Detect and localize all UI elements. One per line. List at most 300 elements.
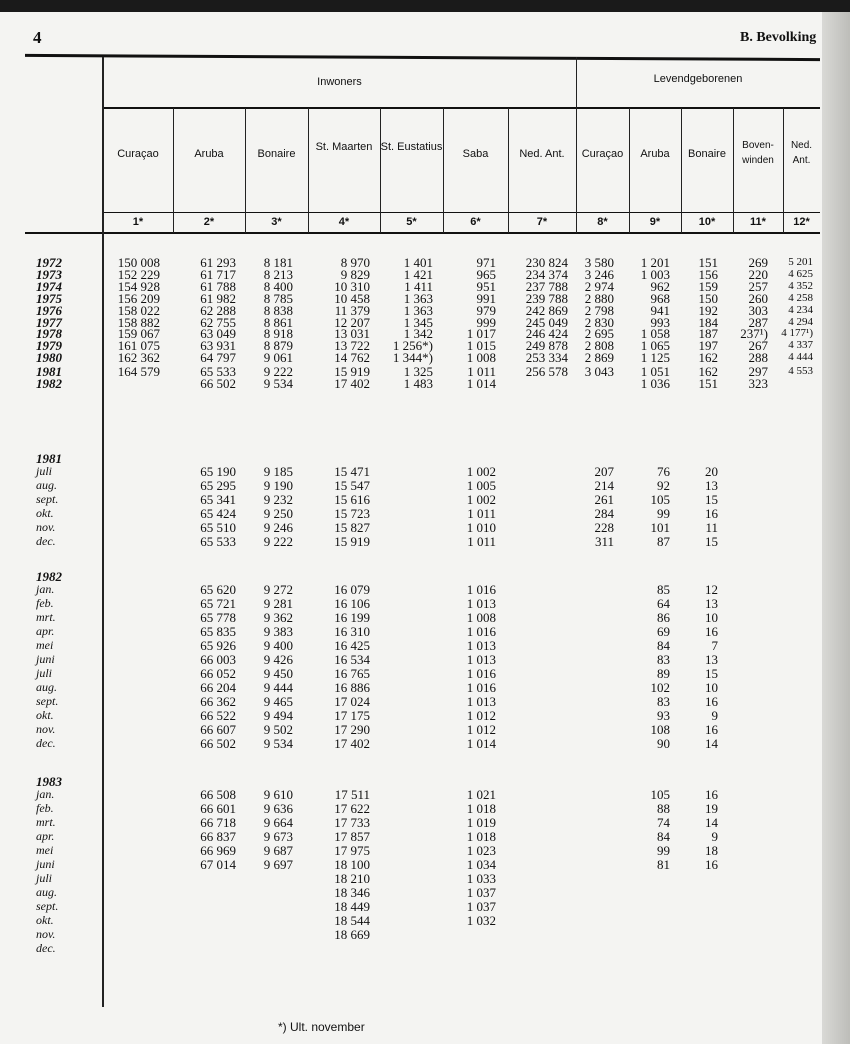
table-cell: 1 021 — [466, 787, 496, 802]
table-cell: 8 785 — [263, 290, 293, 306]
table-cell: 1 013 — [466, 694, 496, 709]
column-header: Bonaire — [257, 148, 296, 160]
table-cell: 1 032 — [466, 913, 496, 928]
table-cell: 65 295 — [200, 478, 236, 493]
column-header: Bonaire — [688, 148, 726, 160]
row-label-month: dec. — [36, 941, 56, 955]
table-cell: 1 065 — [640, 338, 670, 354]
column-header: St. Maarten — [315, 141, 373, 153]
row-label-month: okt. — [36, 708, 54, 722]
row-label-month: juli — [36, 464, 53, 478]
table-cell: 15 919 — [334, 534, 370, 549]
table-cell: 65 510 — [200, 520, 236, 535]
table-cell: 184 — [698, 314, 718, 330]
table-cell: 8 861 — [263, 314, 293, 330]
table-cell: 323 — [748, 376, 768, 391]
table-cell: 14 — [705, 736, 718, 751]
column-header: Aruba — [640, 148, 670, 160]
page-edge — [822, 0, 850, 1044]
table-cell: 62 755 — [200, 314, 236, 330]
table-cell: 1 037 — [466, 885, 496, 900]
table-cell: 164 579 — [117, 364, 160, 380]
table-cell: 1 013 — [466, 638, 496, 653]
column-header: Ned. Ant. — [790, 140, 813, 166]
table-cell: 13 — [705, 478, 718, 493]
row-label-month: juni — [36, 652, 55, 666]
table-cell: 64 797 — [200, 350, 236, 366]
table-cell: 66 003 — [200, 652, 236, 667]
table-cell: 13 031 — [334, 326, 370, 342]
row-label-month: aug. — [36, 885, 57, 899]
table-cell: 1 016 — [466, 624, 496, 639]
table-cell: 2 808 — [584, 338, 614, 354]
column-header: Boven-winden — [742, 140, 774, 166]
table-cell: 187 — [698, 326, 718, 342]
table-cell: 10 458 — [334, 290, 370, 306]
table-cell: 1 008 — [466, 350, 496, 366]
table-cell: 16 310 — [334, 624, 370, 639]
group-levendgeborenen: Levendgeborenen — [653, 73, 743, 85]
table-cell: 1 003 — [640, 266, 670, 282]
table-cell: 66 362 — [200, 694, 236, 709]
table-cell: 2 880 — [584, 290, 614, 306]
row-label-month: apr. — [36, 829, 55, 843]
table-cell: 1 011 — [467, 364, 496, 380]
table-cell: 1 411 — [404, 278, 433, 294]
row-label-year: 1982 — [36, 569, 62, 584]
table-cell: 9 232 — [263, 492, 293, 507]
table-cell: 66 601 — [200, 801, 236, 816]
table-cell: 951 — [476, 278, 496, 294]
table-cell: 154 928 — [117, 278, 160, 294]
table-cell: 13 — [705, 652, 718, 667]
table-cell: 941 — [650, 302, 670, 318]
table-cell: 17 857 — [334, 829, 370, 844]
row-label-month: feb. — [36, 801, 54, 815]
table-cell: 1 010 — [466, 520, 496, 535]
table-cell: 18 449 — [334, 899, 370, 914]
table-cell: 16 — [705, 506, 718, 521]
table-cell: 237 788 — [525, 278, 568, 294]
table-cell: 150 — [698, 290, 718, 306]
table-cell: 1 013 — [466, 652, 496, 667]
table-cell: 256 578 — [525, 364, 568, 380]
column-divider — [508, 108, 509, 233]
table-cell: 9 222 — [263, 534, 293, 549]
table-cell: 66 502 — [200, 376, 236, 391]
table-cell: 16 — [705, 624, 718, 639]
table-cell: 261 — [594, 492, 614, 507]
table-cell: 9 444 — [263, 680, 293, 695]
table-cell: 269 — [748, 255, 768, 270]
column-number: 2* — [203, 216, 215, 228]
table-cell: 1 016 — [466, 666, 496, 681]
table-cell: 9 534 — [263, 376, 293, 391]
stub-divider — [102, 57, 104, 1007]
table-cell: 16 — [705, 787, 718, 802]
table-cell: 156 — [698, 266, 718, 282]
table-cell: 8 838 — [263, 302, 293, 318]
column-divider — [681, 108, 682, 233]
table-cell: 81 — [657, 857, 670, 872]
table-cell: 4 177¹) — [781, 327, 813, 340]
table-cell: 159 067 — [117, 326, 160, 342]
table-cell: 87 — [657, 534, 670, 549]
row-label-year: 1981 — [36, 364, 62, 380]
table-cell: 228 — [594, 520, 614, 535]
table-cell: 1 256*) — [392, 338, 433, 354]
row-label-year: 1981 — [36, 451, 62, 466]
table-cell: 303 — [748, 302, 768, 318]
table-cell: 9 281 — [263, 596, 293, 611]
column-number: 9* — [649, 216, 661, 228]
table-cell: 1 342 — [403, 326, 433, 342]
table-cell: 15 616 — [334, 492, 370, 507]
table-cell: 1 363 — [403, 290, 433, 306]
table-cell: 1 019 — [466, 815, 496, 830]
row-label-year: 1982 — [36, 376, 62, 391]
table-cell: 1 016 — [466, 680, 496, 695]
table-cell: 66 522 — [200, 708, 236, 723]
table-cell: 18 100 — [334, 857, 370, 872]
table-cell: 93 — [657, 708, 670, 723]
table-cell: 249 878 — [525, 338, 568, 354]
table-cell: 1 034 — [466, 857, 496, 872]
table-cell: 66 837 — [200, 829, 236, 844]
table-cell: 90 — [657, 736, 670, 751]
table-cell: 161 075 — [117, 338, 160, 354]
table-cell: 65 533 — [200, 534, 236, 549]
table-cell: 9 697 — [263, 857, 293, 872]
table-cell: 89 — [657, 666, 670, 681]
table-cell: 162 — [698, 350, 718, 366]
row-label-month: jan. — [36, 582, 55, 596]
table-cell: 1 363 — [403, 302, 433, 318]
table-cell: 9 — [711, 708, 718, 723]
table-cell: 1 013 — [466, 596, 496, 611]
table-cell: 10 — [705, 680, 718, 695]
column-number: 1* — [132, 216, 144, 228]
table-cell: 1 012 — [466, 722, 496, 737]
table-cell: 63 931 — [200, 338, 236, 354]
table-cell: 1 012 — [466, 708, 496, 723]
table-cell: 207 — [594, 464, 614, 479]
table-cell: 17 024 — [334, 694, 370, 709]
table-cell: 287 — [748, 314, 768, 330]
row-label-year: 1978 — [36, 326, 62, 342]
table-cell: 18 210 — [334, 871, 370, 886]
table-cell: 15 — [705, 534, 718, 549]
table-cell: 162 362 — [117, 350, 160, 366]
table-cell: 234 374 — [525, 266, 568, 282]
table-cell: 76 — [657, 464, 670, 479]
table-cell: 9 272 — [263, 582, 293, 597]
table-cell: 17 975 — [334, 843, 370, 858]
table-top-rule — [25, 54, 820, 61]
column-divider — [173, 108, 174, 233]
column-divider — [733, 108, 734, 233]
table-cell: 214 — [594, 478, 614, 493]
table-cell: 979 — [476, 302, 496, 318]
table-cell: 61 293 — [200, 255, 236, 270]
table-cell: 4 625 — [788, 267, 813, 280]
table-cell: 4 294 — [788, 315, 813, 328]
table-cell: 61 982 — [200, 290, 236, 306]
table-cell: 66 502 — [200, 736, 236, 751]
table-cell: 16 — [705, 857, 718, 872]
table-cell: 267 — [748, 338, 768, 354]
row-label-month: nov. — [36, 722, 56, 736]
column-number: 11* — [750, 216, 766, 228]
table-cell: 9 465 — [263, 694, 293, 709]
column-header: Curaçao — [581, 148, 624, 160]
table-cell: 12 207 — [334, 314, 370, 330]
table-cell: 1 344*) — [392, 350, 433, 366]
row-label-month: juli — [36, 666, 53, 680]
table-cell: 152 229 — [117, 266, 160, 282]
row-label-year: 1979 — [36, 338, 62, 354]
table-cell: 8 181 — [263, 255, 293, 270]
table-cell: 15 — [705, 666, 718, 681]
row-label-month: juli — [36, 871, 53, 885]
table-cell: 19 — [705, 801, 718, 816]
table-cell: 8 970 — [340, 255, 370, 270]
row-label-month: sept. — [36, 694, 59, 708]
table-cell: 230 824 — [525, 255, 568, 270]
table-cell: 2 974 — [584, 278, 614, 294]
table-cell: 17 290 — [334, 722, 370, 737]
table-cell: 1 014 — [466, 736, 496, 751]
table-cell: 162 — [698, 364, 718, 380]
table-cell: 18 544 — [334, 913, 370, 928]
table-cell: 8 918 — [263, 326, 293, 342]
row-label-month: mrt. — [36, 610, 56, 624]
table-cell: 66 718 — [200, 815, 236, 830]
table-cell: 18 669 — [334, 927, 370, 942]
table-cell: 16 079 — [334, 582, 370, 597]
row-label-month: dec. — [36, 736, 56, 750]
table-cell: 151 — [698, 376, 718, 391]
table-cell: 1 014 — [466, 376, 496, 391]
table-cell: 991 — [476, 290, 496, 306]
table-cell: 962 — [650, 278, 670, 294]
table-cell: 64 — [657, 596, 670, 611]
table-cell: 10 310 — [334, 278, 370, 294]
table-cell: 11 379 — [334, 302, 370, 318]
table-cell: 65 533 — [200, 364, 236, 380]
table-cell: 1 058 — [640, 326, 670, 342]
table-cell: 17 511 — [334, 787, 370, 802]
table-cell: 9 450 — [263, 666, 293, 681]
table-cell: 284 — [594, 506, 614, 521]
row-label-month: mei — [36, 843, 54, 857]
table-cell: 61 788 — [200, 278, 236, 294]
table-cell: 16 199 — [334, 610, 370, 625]
footnote: *) Ult. november — [278, 1020, 365, 1034]
table-cell: 17 175 — [334, 708, 370, 723]
table-cell: 311 — [594, 534, 614, 549]
table-cell: 9 494 — [263, 708, 293, 723]
table-cell: 9 829 — [340, 266, 370, 282]
table-cell: 83 — [657, 694, 670, 709]
table-cell: 2 869 — [584, 350, 614, 366]
table-cell: 85 — [657, 582, 670, 597]
table-cell: 151 — [698, 255, 718, 270]
table-cell: 66 607 — [200, 722, 236, 737]
table-cell: 999 — [476, 314, 496, 330]
table-cell: 9 636 — [263, 801, 293, 816]
table-cell: 1 401 — [403, 255, 433, 270]
table-cell: 968 — [650, 290, 670, 306]
table-cell: 4 234 — [788, 303, 813, 316]
table-cell: 105 — [650, 787, 670, 802]
table-cell: 9 534 — [263, 736, 293, 751]
table-cell: 66 204 — [200, 680, 236, 695]
table-cell: 4 337 — [788, 339, 813, 352]
table-cell: 239 788 — [525, 290, 568, 306]
table-cell: 16 — [705, 694, 718, 709]
table-cell: 11 — [705, 520, 718, 535]
table-cell: 3 580 — [584, 255, 614, 270]
column-divider — [380, 108, 381, 233]
table-cell: 192 — [698, 302, 718, 318]
number-row-rule — [103, 212, 820, 213]
table-cell: 3 246 — [584, 266, 614, 282]
table-cell: 1 017 — [466, 326, 496, 342]
table-cell: 297 — [748, 364, 768, 380]
table-cell: 150 008 — [117, 255, 160, 270]
table-cell: 12 — [705, 582, 718, 597]
table-cell: 65 341 — [200, 492, 236, 507]
table-cell: 9 610 — [263, 787, 293, 802]
table-cell: 158 022 — [117, 302, 160, 318]
table-cell: 1 421 — [403, 266, 433, 282]
header-rule — [103, 107, 820, 109]
table-cell: 16 — [705, 722, 718, 737]
table-cell: 9 190 — [263, 478, 293, 493]
table-cell: 1 325 — [403, 364, 433, 380]
column-header: St. Eustatius — [380, 141, 443, 153]
column-divider — [245, 108, 246, 233]
table-cell: 9 222 — [263, 364, 293, 380]
table-cell: 1 005 — [466, 478, 496, 493]
table-cell: 66 969 — [200, 843, 236, 858]
table-cell: 9 246 — [263, 520, 293, 535]
row-label-month: okt. — [36, 506, 54, 520]
table-cell: 1 011 — [467, 506, 496, 521]
table-cell: 67 014 — [200, 857, 236, 872]
table-cell: 1 201 — [640, 255, 670, 270]
row-label-month: juni — [36, 857, 55, 871]
column-number: 12* — [793, 216, 810, 228]
column-header: Ned. Ant. — [519, 148, 565, 160]
table-cell: 993 — [650, 314, 670, 330]
table-cell: 1 033 — [466, 871, 496, 886]
table-cell: 16 106 — [334, 596, 370, 611]
table-cell: 1 051 — [640, 364, 670, 380]
row-label-year: 1972 — [36, 255, 62, 270]
table-cell: 14 — [705, 815, 718, 830]
table-cell: 10 — [705, 610, 718, 625]
table-cell: 86 — [657, 610, 670, 625]
table-cell: 105 — [650, 492, 670, 507]
table-cell: 1 018 — [466, 829, 496, 844]
table-cell: 1 023 — [466, 843, 496, 858]
table-cell: 16 765 — [334, 666, 370, 681]
column-divider — [783, 108, 784, 233]
row-label-month: jan. — [36, 787, 55, 801]
table-cell: 15 827 — [334, 520, 370, 535]
header-bottom-rule — [25, 232, 820, 234]
table-cell: 4 352 — [788, 279, 813, 292]
table-cell: 159 — [698, 278, 718, 294]
table-cell: 4 553 — [788, 365, 813, 378]
group-inwoners: Inwoners — [317, 76, 362, 88]
table-cell: 260 — [748, 290, 768, 306]
table-cell: 15 — [705, 492, 718, 507]
column-number: 6* — [470, 216, 481, 228]
table-cell: 13 722 — [334, 338, 370, 354]
column-number: 3* — [271, 216, 282, 228]
table-cell: 65 835 — [200, 624, 236, 639]
table-cell: 99 — [657, 506, 670, 521]
table-cell: 237¹) — [740, 326, 768, 342]
table-cell: 8 213 — [263, 266, 293, 282]
table-cell: 1 002 — [466, 464, 496, 479]
table-cell: 65 778 — [200, 610, 236, 625]
table-cell: 61 717 — [200, 266, 236, 282]
row-label-month: apr. — [36, 624, 55, 638]
table-cell: 1 036 — [640, 376, 670, 391]
table-cell: 3 043 — [584, 364, 614, 380]
table-cell: 63 049 — [200, 326, 236, 342]
table-cell: 16 425 — [334, 638, 370, 653]
table-cell: 9 687 — [263, 843, 293, 858]
table-cell: 20 — [705, 464, 718, 479]
row-label-year: 1977 — [36, 314, 62, 330]
table-cell: 1 011 — [467, 534, 496, 549]
column-number: 7* — [536, 216, 548, 228]
table-cell: 102 — [650, 680, 670, 695]
table-cell: 62 288 — [200, 302, 236, 318]
table-cell: 7 — [711, 638, 718, 653]
table-cell: 15 723 — [334, 506, 370, 521]
table-cell: 18 346 — [334, 885, 370, 900]
row-label-year: 1980 — [36, 350, 62, 366]
table-cell: 84 — [657, 638, 670, 653]
table-cell: 971 — [476, 255, 496, 270]
table-cell: 8 400 — [263, 278, 293, 294]
table-cell: 156 209 — [117, 290, 160, 306]
table-cell: 108 — [650, 722, 670, 737]
table-cell: 18 — [705, 843, 718, 858]
table-cell: 15 471 — [334, 464, 370, 479]
table-cell: 65 721 — [200, 596, 236, 611]
table-cell: 66 508 — [200, 787, 236, 802]
table-cell: 9 383 — [263, 624, 293, 639]
page-number: 4 — [33, 28, 42, 47]
table-cell: 14 762 — [334, 350, 370, 366]
table-cell: 1 008 — [466, 610, 496, 625]
table-cell: 1 002 — [466, 492, 496, 507]
table-cell: 197 — [698, 338, 718, 354]
row-label-month: sept. — [36, 492, 59, 506]
table-cell: 66 052 — [200, 666, 236, 681]
table-cell: 83 — [657, 652, 670, 667]
table-cell: 9 673 — [263, 829, 293, 844]
table-cell: 65 620 — [200, 582, 236, 597]
row-label-month: okt. — [36, 913, 54, 927]
